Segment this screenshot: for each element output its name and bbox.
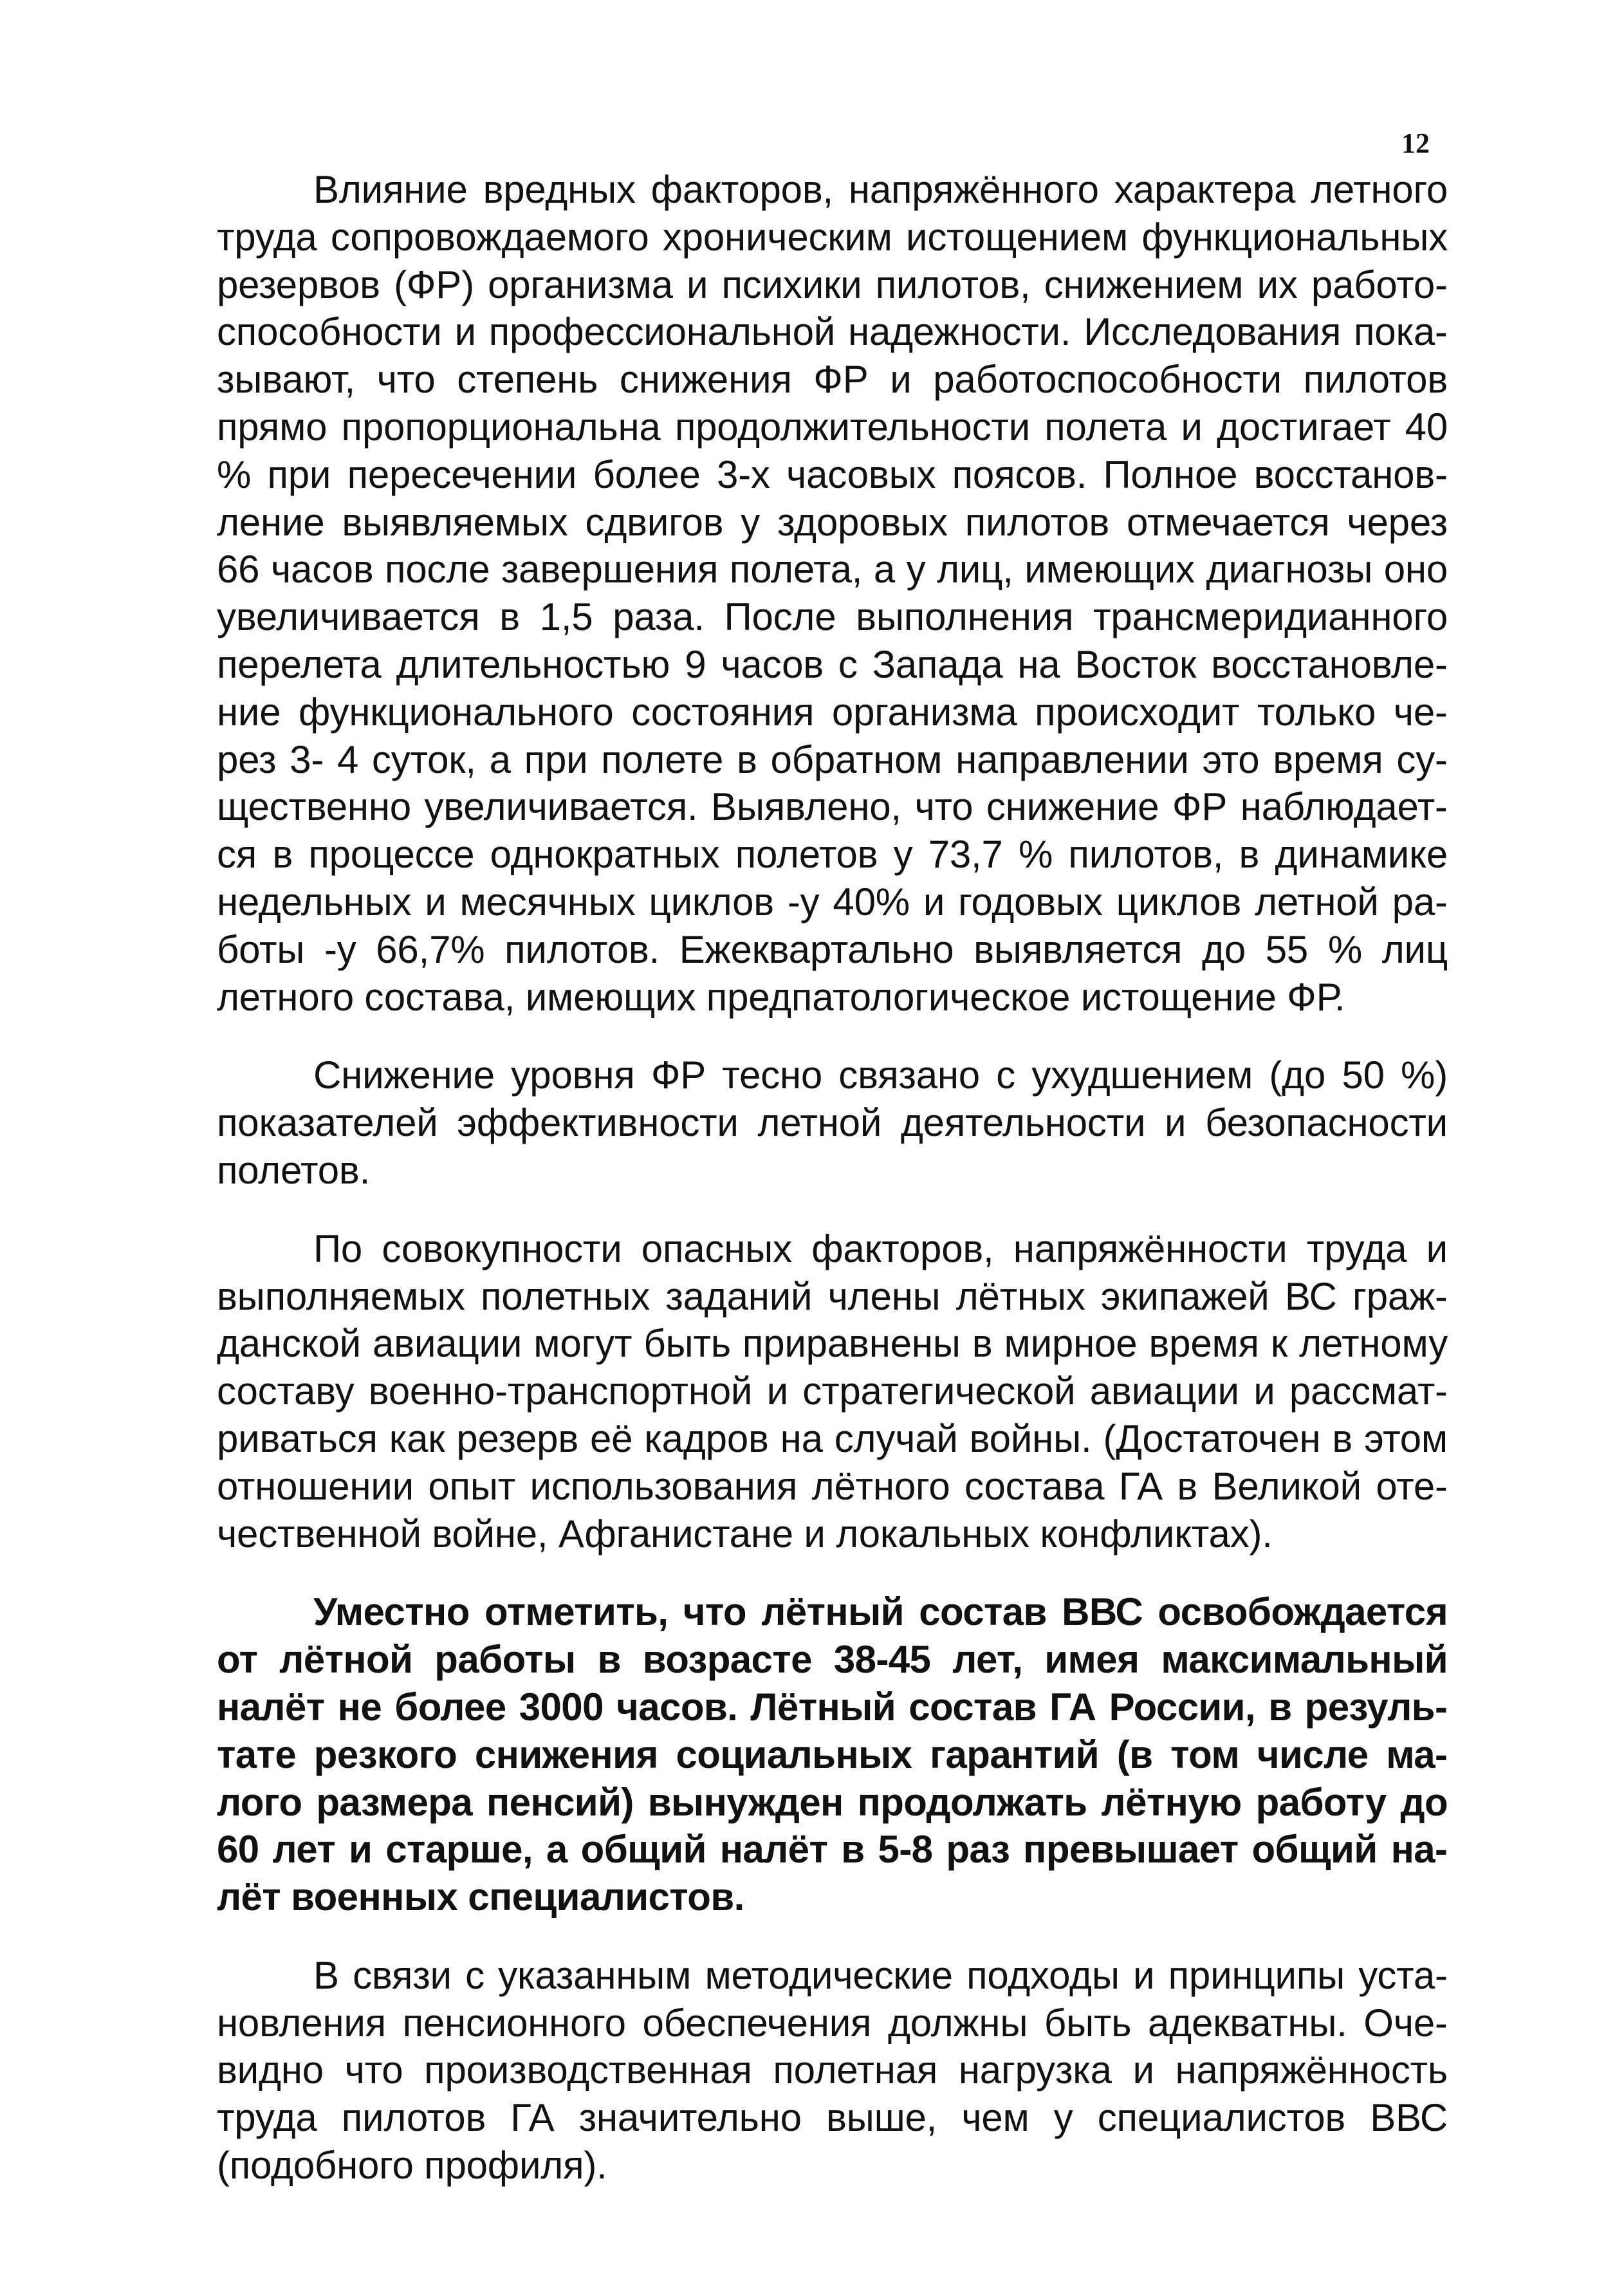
body-text	[217, 166, 1448, 2189]
paragraph-pension-approach: В связи с указанным методические подходы и принципы установления пенсионного обеспечения должны быть адекватны. Очевидно что производственная полетная нагрузка и напряжённость труда пилотов ГА значительно выше, чем у специалистов ВВС (подобного профиля).	[217, 1953, 1448, 2187]
page-number: 12	[1401, 127, 1430, 159]
paragraph-crew-reserve: По совокупности опасных факторов, напряжённости труда и выполняемых полетных заданий члены лётных экипажей ВС гражданской авиации могут быть приравнены в мирное время к летному составу военно-транспортной и стратегической авиации и рассматриваться как резерв её кадров на случай войны. (Достаточен в этом отношении опыт использования лётного состава ГА в Великой отечественной войне, Афганистане и локальных конфликтах).	[217, 1227, 1448, 1555]
paragraph-fr-reduction: Снижение уровня ФР тесно связано с ухудшением (до 50 %) показателей эффективности летной деятельности и безопасности полетов.	[217, 1054, 1448, 1192]
paragraph-military-comparison: Уместно отметить, что лётный состав ВВС освобождается от лётной работы в возрасте 38-45 лет, имея максимальный налёт не более 3000 часов. Лётный состав ГА России, в результате резкого снижения социальных гарантий (в том числе малого размера пенсий) вынужден продолжать лётную работу до 60 лет и старше, а общий налёт в 5-8 раз превышает общий налёт военных специалистов.	[217, 1590, 1448, 1919]
paragraph-fatigue-factors: Влияние вредных факторов, напряжённого характера летного труда сопровождаемого хроническим истощением функциональных резервов (ФР) организма и психики пилотов, снижением их работоспособности и профессиональной надежности. Исследования показывают, что степень снижения ФР и работоспособности пилотов прямо пропорциональна продолжительности полета и достигает 40 % при пересечении более 3-х часовых поясов. Полное восстановление выявляемых сдвигов у здоровых пилотов отмечается через 66 часов после завершения полета, а у лиц, имеющих диагнозы оно увеличивается в 1,5 раза. После выполнения трансмеридианного перелета длительностью 9 часов с Запада на Восток восстановление функционального состояния организма происходит только через 3- 4 суток, а при полете в обратном направлении это время существенно увеличивается. Выявлено, что снижение ФР наблюдается в процессе однократных полетов у 73,7 % пилотов, в динамике недельных и месячных циклов -у 40% и годовых циклов летной работы -у 66,7% пилотов. Ежеквартально выявляется до 55 % лиц летного состава, имеющих предпатологическое истощение ФР.	[217, 168, 1448, 1019]
